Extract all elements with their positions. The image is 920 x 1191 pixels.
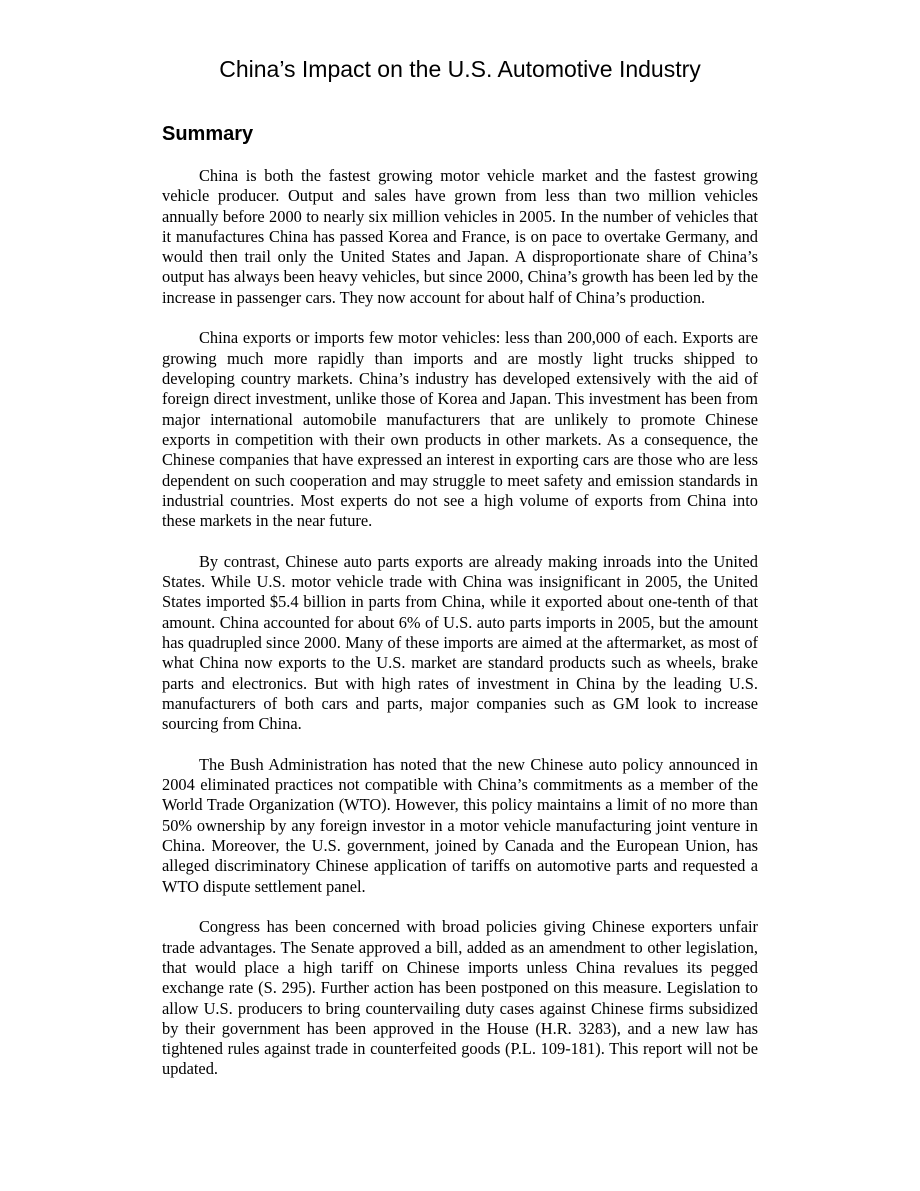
summary-body [162,166,758,1100]
document-title: China’s Impact on the U.S. Automotive Industry [219,56,701,82]
paragraph-congress: Congress has been concerned with broad policies giving Chinese exporters unfair trade advantages. The Senate approved a bill, added as an amendment to other legislation, that would place a high tariff on Chinese imports unless China revalues its pegged exchange rate (S. 295). Further action has been postponed on this measure. Legislation to allow U.S. producers to bring countervailing duty cases against Chinese firms subsidized by their government has been approved in the House (H.R. 3283), and a new law has tightened rules against trade in counterfeited goods (P.L. 109-181). This report will not be updated. [162,917,758,1079]
paragraph-auto-parts: By contrast, Chinese auto parts exports are already making inroads into the United States. While U.S. motor vehicle trade with China was insignificant in 2005, the United States imported $5.4 billion in parts from China, while it exported about one-tenth of that amount. China accounted for about 6% of U.S. auto parts imports in 2005, but the amount has quadrupled since 2000. Many of these imports are aimed at the aftermarket, as most of what China now exports to the U.S. market are standard products such as wheels, brake parts and electronics. But with high rates of investment in China by the leading U.S. manufacturers of both cars and parts, major companies such as GM look to increase sourcing from China. [162,551,758,734]
paragraph-bush-administration: The Bush Administration has noted that the new Chinese auto policy announced in 2004 eliminated practices not compatible with China’s commitments as a member of the World Trade Organization (WTO). However, this policy maintains a limit of no more than 50% ownership by any foreign investor in a motor vehicle manufacturing joint venture in China. Moreover, the U.S. government, joined by Canada and the European Union, has alleged discriminatory Chinese application of tariffs on automotive parts and requested a WTO dispute settlement panel. [162,754,758,896]
paragraph-market-growth: China is both the fastest growing motor vehicle market and the fastest growing vehicle producer. Output and sales have grown from less than two million vehicles annually before 2000 to nearly six million vehicles in 2005. In the number of vehicles that it manufactures China has passed Korea and France, is on pace to overtake Germany, and would then trail only the United States and Japan. A disproportionate share of China’s output has always been heavy vehicles, but since 2000, China’s growth has been led by the increase in passenger cars. They now account for about half of China’s production. [162,166,758,307]
section-heading-summary: Summary [162,123,254,145]
paragraph-exports-imports: China exports or imports few motor vehicles: less than 200,000 of each. Exports are growing much more rapidly than imports and are mostly light trucks shipped to developing country markets. China’s industry has developed extensively with the aid of foreign direct investment, unlike those of Korea and Japan. This investment has been from major international automobile manufacturers that are unlikely to promote Chinese exports in competition with their own products in other markets. As a consequence, the Chinese companies that have expressed an interest in exporting cars are those who are less dependent on such cooperation and may struggle to meet safety and emission standards in industrial countries. Most experts do not see a high volume of exports from China into these markets in the near future. [162,328,758,531]
